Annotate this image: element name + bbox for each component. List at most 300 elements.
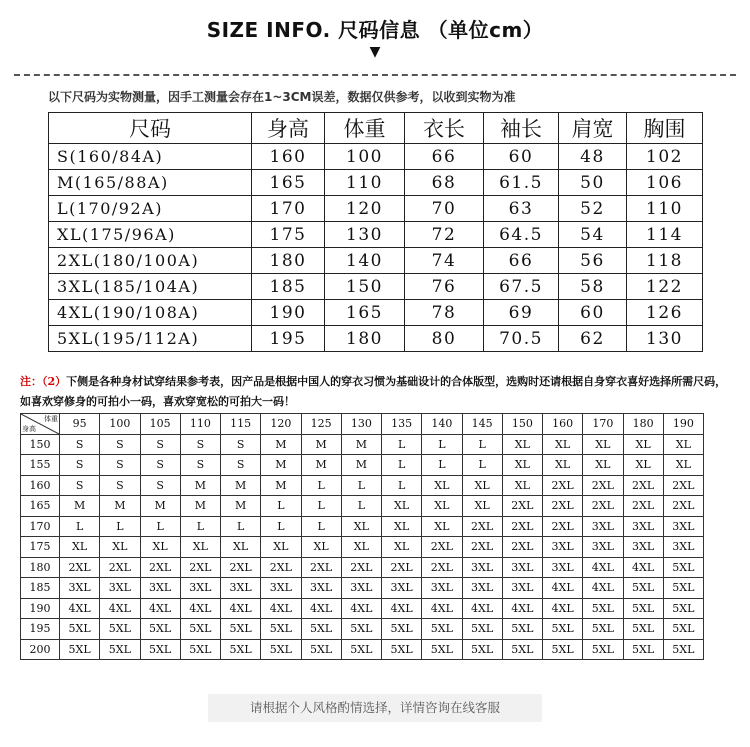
weight-header: 180: [623, 414, 663, 435]
size-value: 165: [252, 170, 325, 196]
recommended-size: XL: [623, 455, 663, 476]
size-row: [49, 326, 703, 352]
recommended-size: 4XL: [623, 557, 663, 578]
recommended-size: M: [301, 455, 341, 476]
recommended-size: 2XL: [100, 557, 140, 578]
recommended-size: L: [301, 516, 341, 537]
recommended-size: 5XL: [623, 619, 663, 640]
recommended-size: 5XL: [502, 639, 542, 660]
recommended-size: 2XL: [623, 496, 663, 517]
recommended-size: XL: [543, 434, 583, 455]
recommended-size: 5XL: [583, 639, 623, 660]
recommended-size: S: [140, 475, 180, 496]
size-value: 110: [325, 170, 405, 196]
weight-header: 110: [180, 414, 220, 435]
recommended-size: 4XL: [341, 598, 381, 619]
header-cell: 身高: [252, 113, 325, 144]
recommended-size: 3XL: [543, 557, 583, 578]
recommended-size: 4XL: [140, 598, 180, 619]
recommended-size: 3XL: [583, 516, 623, 537]
size-row: [49, 222, 703, 248]
recommended-size: 4XL: [543, 598, 583, 619]
recommended-size: 2XL: [663, 496, 703, 517]
recommended-size: L: [60, 516, 100, 537]
recommended-size: 5XL: [663, 557, 703, 578]
recommended-size: 2XL: [543, 516, 583, 537]
size-value: 130: [627, 326, 703, 352]
weight-header: 95: [60, 414, 100, 435]
recommended-size: 2XL: [301, 557, 341, 578]
recommended-size: 2XL: [422, 537, 462, 558]
size-value: 195: [252, 326, 325, 352]
recommended-size: 3XL: [502, 557, 542, 578]
size-value: 126: [627, 300, 703, 326]
height-row: [21, 619, 704, 640]
size-row: [49, 144, 703, 170]
recommended-size: M: [261, 455, 301, 476]
recommended-size: 5XL: [623, 598, 663, 619]
size-row: [49, 274, 703, 300]
size-value: 106: [627, 170, 703, 196]
recommended-size: XL: [382, 537, 422, 558]
recommended-size: XL: [623, 434, 663, 455]
recommended-size: 5XL: [663, 639, 703, 660]
recommended-size: XL: [583, 455, 623, 476]
height-label: 155: [21, 455, 60, 476]
recommended-size: M: [60, 496, 100, 517]
recommended-size: 4XL: [583, 578, 623, 599]
weight-header: 135: [382, 414, 422, 435]
weight-header: 145: [462, 414, 502, 435]
height-label: 170: [21, 516, 60, 537]
recommended-size: L: [301, 475, 341, 496]
recommended-size: 5XL: [341, 619, 381, 640]
size-value: 70: [405, 196, 484, 222]
weight-header: 170: [583, 414, 623, 435]
recommended-size: M: [341, 434, 381, 455]
recommended-size: 5XL: [663, 578, 703, 599]
size-value: 52: [559, 196, 627, 222]
recommended-size: XL: [301, 537, 341, 558]
recommended-size: S: [60, 475, 100, 496]
size-value: 72: [405, 222, 484, 248]
height-row: [21, 496, 704, 517]
recommended-size: L: [100, 516, 140, 537]
recommended-size: 2XL: [341, 557, 381, 578]
recommended-size: XL: [422, 496, 462, 517]
recommended-size: 5XL: [382, 639, 422, 660]
recommended-size: XL: [180, 537, 220, 558]
recommended-size: L: [382, 455, 422, 476]
recommended-size: L: [261, 516, 301, 537]
recommended-size: XL: [341, 516, 381, 537]
size-value: 110: [627, 196, 703, 222]
size-label: 5XL(195/112A): [49, 326, 252, 352]
size-row: [49, 248, 703, 274]
note-text: 下侧是各种身材试穿结果参考表，因产品是根据中国人的穿衣习惯为基础设计的合体版型，选购时还请根据自身穿衣喜好选择所需尺码，如喜欢穿修身的可拍小一码，喜欢穿宽松的可拍大一码！: [20, 375, 727, 408]
size-value: 114: [627, 222, 703, 248]
recommended-size: 5XL: [583, 619, 623, 640]
size-recommendation-table: [20, 413, 704, 660]
size-value: 68: [405, 170, 484, 196]
size-value: 56: [559, 248, 627, 274]
size-label: 4XL(190/108A): [49, 300, 252, 326]
recommended-size: 5XL: [140, 639, 180, 660]
weight-header: 160: [543, 414, 583, 435]
recommended-size: XL: [60, 537, 100, 558]
recommended-size: XL: [543, 455, 583, 476]
height-label: 175: [21, 537, 60, 558]
recommended-size: L: [140, 516, 180, 537]
corner-weight-label: 体重: [44, 415, 58, 423]
recommended-size: 5XL: [663, 619, 703, 640]
recommended-size: 4XL: [180, 598, 220, 619]
size-value: 78: [405, 300, 484, 326]
height-label: 160: [21, 475, 60, 496]
height-label: 200: [21, 639, 60, 660]
size-row: [49, 300, 703, 326]
fit-note: [20, 372, 732, 412]
recommended-size: L: [261, 496, 301, 517]
recommended-size: 3XL: [180, 578, 220, 599]
recommended-size: M: [301, 434, 341, 455]
recommended-size: S: [100, 475, 140, 496]
recommended-size: M: [180, 475, 220, 496]
footer-note: 请根据个人风格酌情选择，详情咨询在线客服: [208, 694, 542, 722]
recommended-size: 3XL: [60, 578, 100, 599]
recommended-size: 3XL: [261, 578, 301, 599]
recommended-size: 3XL: [663, 537, 703, 558]
height-row: [21, 537, 704, 558]
recommended-size: 5XL: [261, 639, 301, 660]
recommended-size: XL: [422, 475, 462, 496]
recommended-size: XL: [462, 475, 502, 496]
recommended-size: 4XL: [100, 598, 140, 619]
size-value: 170: [252, 196, 325, 222]
recommended-size: XL: [462, 496, 502, 517]
recommended-size: 3XL: [583, 537, 623, 558]
recommended-size: M: [100, 496, 140, 517]
recommended-size: S: [140, 455, 180, 476]
recommended-size: 2XL: [543, 475, 583, 496]
header-cell: 体重: [325, 113, 405, 144]
recommended-size: 3XL: [221, 578, 261, 599]
recommended-size: S: [100, 455, 140, 476]
size-row: [49, 170, 703, 196]
weight-header: 190: [663, 414, 703, 435]
recommended-size: L: [462, 455, 502, 476]
recommended-size: 5XL: [422, 619, 462, 640]
recommended-size: 5XL: [462, 619, 502, 640]
recommended-size: L: [221, 516, 261, 537]
recommended-size: 2XL: [60, 557, 100, 578]
size-value: 180: [252, 248, 325, 274]
size-value: 185: [252, 274, 325, 300]
recommended-size: 2XL: [180, 557, 220, 578]
size-value: 74: [405, 248, 484, 274]
recommended-size: 4XL: [543, 578, 583, 599]
size-value: 140: [325, 248, 405, 274]
size-value: 69: [484, 300, 559, 326]
size-label: 3XL(185/104A): [49, 274, 252, 300]
recommended-size: 2XL: [543, 496, 583, 517]
weight-header: 120: [261, 414, 301, 435]
size-value: 102: [627, 144, 703, 170]
recommended-size: XL: [502, 455, 542, 476]
height-row: [21, 516, 704, 537]
recommended-size: 3XL: [422, 578, 462, 599]
weight-header: 150: [502, 414, 542, 435]
recommended-size: 5XL: [543, 639, 583, 660]
recommended-size: 5XL: [301, 639, 341, 660]
recommended-size: 3XL: [301, 578, 341, 599]
recommended-size: 5XL: [462, 639, 502, 660]
header-cell: 衣长: [405, 113, 484, 144]
size-value: 61.5: [484, 170, 559, 196]
recommended-size: S: [180, 434, 220, 455]
height-row: [21, 475, 704, 496]
header-cell: 胸围: [627, 113, 703, 144]
recommended-size: 2XL: [502, 537, 542, 558]
size-value: 180: [325, 326, 405, 352]
recommended-size: XL: [100, 537, 140, 558]
recommended-size: 3XL: [462, 578, 502, 599]
recommended-size: 3XL: [543, 537, 583, 558]
note-prefix: 注：（2）: [20, 375, 67, 388]
recommended-size: S: [140, 434, 180, 455]
recommended-size: 2XL: [502, 516, 542, 537]
height-row: [21, 639, 704, 660]
recommended-size: 3XL: [100, 578, 140, 599]
size-value: 64.5: [484, 222, 559, 248]
header-cell: 袖长: [484, 113, 559, 144]
size-value: 100: [325, 144, 405, 170]
size-value: 67.5: [484, 274, 559, 300]
recommended-size: XL: [140, 537, 180, 558]
recommended-size: 3XL: [623, 537, 663, 558]
recommended-size: M: [261, 475, 301, 496]
recommended-size: 3XL: [663, 516, 703, 537]
recommended-size: XL: [341, 537, 381, 558]
weight-header-row: [21, 414, 704, 435]
size-value: 54: [559, 222, 627, 248]
recommended-size: M: [221, 496, 261, 517]
size-value: 130: [325, 222, 405, 248]
recommended-size: 5XL: [100, 619, 140, 640]
weight-header: 115: [221, 414, 261, 435]
recommended-size: L: [382, 475, 422, 496]
size-label: 2XL(180/100A): [49, 248, 252, 274]
size-value: 70.5: [484, 326, 559, 352]
recommended-size: 2XL: [261, 557, 301, 578]
recommended-size: 5XL: [221, 639, 261, 660]
recommended-size: 5XL: [221, 619, 261, 640]
recommended-size: XL: [422, 516, 462, 537]
height-label: 165: [21, 496, 60, 517]
height-row: [21, 455, 704, 476]
height-label: 190: [21, 598, 60, 619]
weight-header: 105: [140, 414, 180, 435]
recommended-size: 2XL: [422, 557, 462, 578]
size-value: 118: [627, 248, 703, 274]
recommended-size: XL: [221, 537, 261, 558]
recommended-size: 5XL: [543, 619, 583, 640]
recommended-size: 2XL: [140, 557, 180, 578]
size-value: 190: [252, 300, 325, 326]
recommended-size: L: [301, 496, 341, 517]
size-value: 76: [405, 274, 484, 300]
recommended-size: 2XL: [382, 557, 422, 578]
weight-header: 140: [422, 414, 462, 435]
size-value: 63: [484, 196, 559, 222]
recommended-size: 3XL: [140, 578, 180, 599]
recommended-size: 5XL: [502, 619, 542, 640]
recommended-size: 3XL: [462, 557, 502, 578]
recommended-size: XL: [261, 537, 301, 558]
recommended-size: XL: [663, 434, 703, 455]
recommended-size: XL: [502, 434, 542, 455]
size-value: 60: [559, 300, 627, 326]
size-table-header: [49, 113, 703, 144]
recommended-size: M: [261, 434, 301, 455]
size-label: XL(175/96A): [49, 222, 252, 248]
height-row: [21, 598, 704, 619]
recommended-size: S: [221, 455, 261, 476]
recommended-size: 4XL: [502, 598, 542, 619]
down-arrow-icon: ▼: [369, 44, 381, 60]
height-label: 150: [21, 434, 60, 455]
recommended-size: L: [382, 434, 422, 455]
recommended-size: 4XL: [382, 598, 422, 619]
size-value: 66: [405, 144, 484, 170]
recommended-size: 2XL: [663, 475, 703, 496]
recommended-size: 4XL: [422, 598, 462, 619]
recommended-size: L: [422, 434, 462, 455]
recommended-size: S: [60, 455, 100, 476]
size-row: [49, 196, 703, 222]
recommended-size: 5XL: [623, 639, 663, 660]
recommended-size: 4XL: [583, 557, 623, 578]
recommended-size: 5XL: [422, 639, 462, 660]
measurement-note: 以下尺码为实物测量，因手工测量会存在1~3CM误差，数据仅供参考，以收到实物为准: [48, 90, 516, 104]
recommended-size: 4XL: [60, 598, 100, 619]
recommended-size: 4XL: [301, 598, 341, 619]
size-value: 62: [559, 326, 627, 352]
recommended-size: 2XL: [583, 475, 623, 496]
recommended-size: 5XL: [583, 598, 623, 619]
size-table: [48, 112, 703, 352]
recommended-size: 3XL: [341, 578, 381, 599]
recommended-size: 4XL: [261, 598, 301, 619]
recommended-size: L: [180, 516, 220, 537]
size-value: 120: [325, 196, 405, 222]
recommended-size: XL: [583, 434, 623, 455]
recommended-size: 2XL: [502, 496, 542, 517]
recommended-size: 2XL: [623, 475, 663, 496]
size-value: 60: [484, 144, 559, 170]
size-label: S(160/84A): [49, 144, 252, 170]
size-value: 165: [325, 300, 405, 326]
size-value: 66: [484, 248, 559, 274]
height-row: [21, 434, 704, 455]
recommended-size: M: [180, 496, 220, 517]
size-value: 175: [252, 222, 325, 248]
height-label: 185: [21, 578, 60, 599]
weight-header: 130: [341, 414, 381, 435]
size-value: 122: [627, 274, 703, 300]
header-cell: 尺码: [49, 113, 252, 144]
recommended-size: XL: [382, 516, 422, 537]
recommended-size: S: [221, 434, 261, 455]
recommended-size: S: [100, 434, 140, 455]
size-value: 160: [252, 144, 325, 170]
recommended-size: 5XL: [180, 639, 220, 660]
recommended-size: 5XL: [382, 619, 422, 640]
recommended-size: XL: [663, 455, 703, 476]
size-label: M(165/88A): [49, 170, 252, 196]
recommended-size: 2XL: [462, 537, 502, 558]
recommended-size: L: [462, 434, 502, 455]
recommended-size: 3XL: [382, 578, 422, 599]
recommended-size: M: [221, 475, 261, 496]
size-value: 58: [559, 274, 627, 300]
recommended-size: 5XL: [60, 619, 100, 640]
recommended-size: 2XL: [462, 516, 502, 537]
recommended-size: S: [180, 455, 220, 476]
recommended-size: 2XL: [221, 557, 261, 578]
recommended-size: XL: [502, 475, 542, 496]
size-value: 150: [325, 274, 405, 300]
size-label: L(170/92A): [49, 196, 252, 222]
recommended-size: L: [341, 496, 381, 517]
recommended-size: XL: [382, 496, 422, 517]
page-title: SIZE INFO. 尺码信息 （单位cm）: [206, 18, 544, 42]
recommended-size: 4XL: [462, 598, 502, 619]
recommended-size: 5XL: [261, 619, 301, 640]
recommended-size: 5XL: [623, 578, 663, 599]
height-row: [21, 578, 704, 599]
dashed-divider: [14, 74, 736, 76]
recommended-size: L: [422, 455, 462, 476]
recommended-size: 3XL: [623, 516, 663, 537]
recommended-size: 3XL: [502, 578, 542, 599]
recommended-size: 5XL: [100, 639, 140, 660]
corner-height-label: 身高: [22, 424, 36, 433]
recommended-size: M: [140, 496, 180, 517]
size-value: 50: [559, 170, 627, 196]
height-row: [21, 557, 704, 578]
size-value: 80: [405, 326, 484, 352]
recommended-size: 5XL: [301, 619, 341, 640]
recommended-size: 5XL: [180, 619, 220, 640]
height-label: 180: [21, 557, 60, 578]
weight-header: 125: [301, 414, 341, 435]
recommended-size: M: [341, 455, 381, 476]
size-value: 48: [559, 144, 627, 170]
recommended-size: S: [60, 434, 100, 455]
recommended-size: 5XL: [663, 598, 703, 619]
weight-header: 100: [100, 414, 140, 435]
recommended-size: 2XL: [583, 496, 623, 517]
recommended-size: L: [341, 475, 381, 496]
height-label: 195: [21, 619, 60, 640]
corner-cell: [21, 414, 60, 435]
header-cell: 肩宽: [559, 113, 627, 144]
recommended-size: 5XL: [140, 619, 180, 640]
recommended-size: 4XL: [221, 598, 261, 619]
recommended-size: 5XL: [60, 639, 100, 660]
recommended-size: 5XL: [341, 639, 381, 660]
